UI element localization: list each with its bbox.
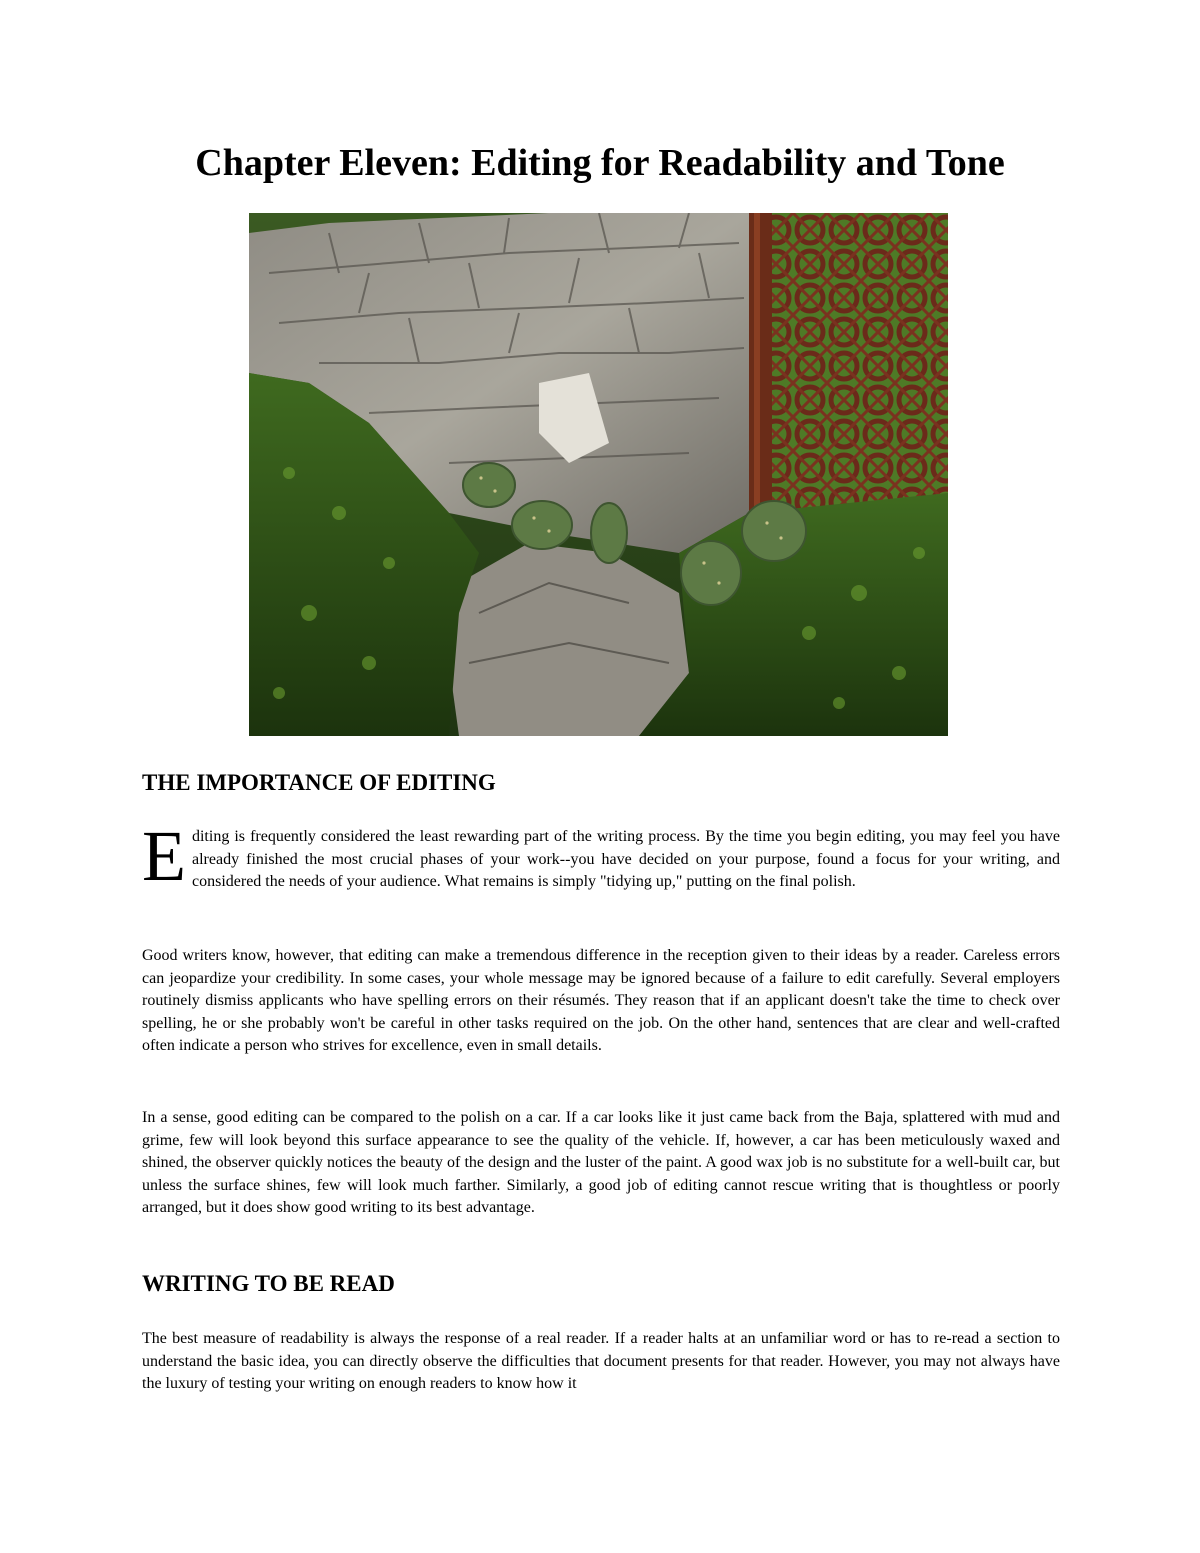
paragraph-1-text: diting is frequently considered the least rewarding part of the writing process. By the time you begin editing, you may feel you have already finished the most crucial phases of your work--you have decided on your purpose, found a focus for your writing, and considered the needs of your audience. What remains is simply "tidying up," putting on the final polish. bbox=[191, 828, 1060, 891]
photo-stone-wall-icon bbox=[249, 213, 948, 736]
drop-cap: E bbox=[142, 816, 186, 896]
paragraph-4: The best measure of readability is always the response of a real reader. If a reader halts at an unfamiliar word or has to re-read a section to understand the basic idea, you can directly observe the difficulties that document presents for that reader. However, you may not always have the luxury of testing your writing on enough readers to know how it bbox=[142, 1330, 1060, 1393]
section-heading-importance-of-editing: THE IMPORTANCE OF EDITING bbox=[142, 770, 496, 795]
paragraph-1 bbox=[142, 816, 1060, 896]
paragraph-2: Good writers know, however, that editing can make a tremendous difference in the reception given to their ideas by a reader. Careless errors can jeopardize your credibility. In some cases, your whole message may be ignored because of a failure to edit carefully. Several employers routinely dismiss applicants who have spelling errors on their résumés. They reason that if an applicant doesn't take the time to check over spelling, he or she probably won't be careful in other tasks required on the job. On the other hand, sentences that are clear and well-crafted often indicate a person who strives for excellence, even in small details. bbox=[142, 947, 1060, 1055]
paragraph-3: In a sense, good editing can be compared to the polish on a car. If a car looks like it just came back from the Baja, splattered with mud and grime, few will look beyond this surface appearance to see the quality of the vehicle. If, however, a car has been meticulously waxed and shined, the observer quickly notices the beauty of the design and the luster of the paint. A good wax job is no substitute for a well-built car, but unless the surface shines, few will look much farther. Similarly, a good job of editing cannot rescue writing that is thoughtless or poorly arranged, but it does show good writing to its best advantage. bbox=[142, 1109, 1060, 1217]
chapter-title: Chapter Eleven: Editing for Readability and Tone bbox=[195, 142, 1005, 184]
section-heading-writing-to-be-read: WRITING TO BE READ bbox=[142, 1271, 395, 1296]
chapter-photo bbox=[249, 213, 948, 736]
